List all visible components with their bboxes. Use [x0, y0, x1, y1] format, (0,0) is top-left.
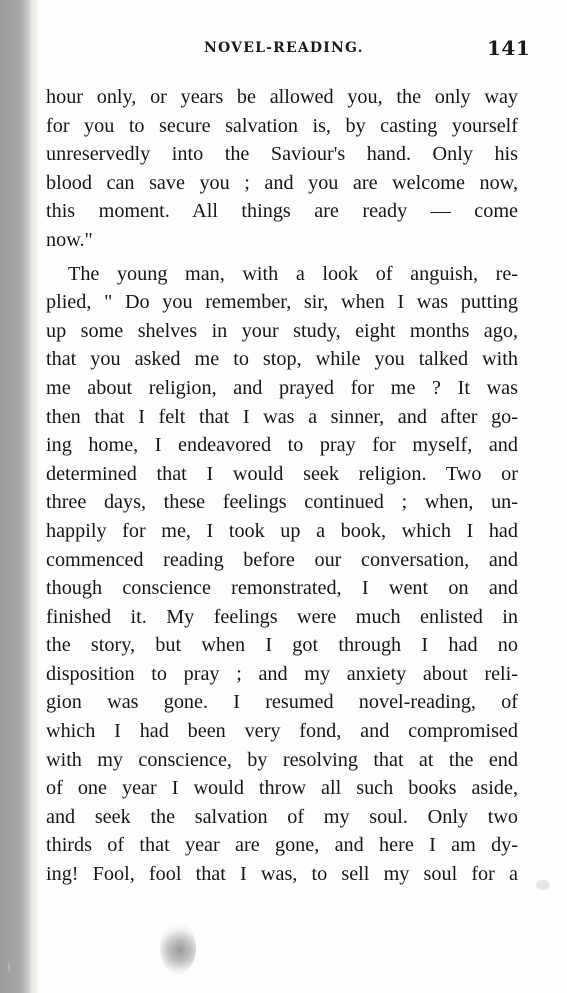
- gutter-shadow: [33, 0, 39, 993]
- text-line: ing home, I endeavored to pray for myself, and: [46, 434, 518, 457]
- text-line: then that I felt that I was a sinner, and after go-: [46, 405, 518, 428]
- text-line: finished it. My feelings were much enlisted in: [46, 605, 518, 628]
- text-line: gion was gone. I resumed novel-reading, of: [46, 691, 518, 714]
- text-line: the story, but when I got through I had no: [46, 634, 518, 657]
- text-line: for you to secure salvation is, by casting yourself: [46, 114, 518, 137]
- text-line: with my conscience, by resolving that at the end: [46, 748, 518, 771]
- text-line: this moment. All things are ready — come: [46, 200, 518, 223]
- page-number: 141: [487, 36, 531, 60]
- text-line: though conscience remonstrated, I went on and: [46, 577, 518, 600]
- text-line: blood can save you ; and you are welcome now,: [46, 171, 518, 194]
- text-line: unreservedly into the Saviour's hand. Only his: [46, 143, 518, 166]
- text-line: The young man, with a look of anguish, re-: [68, 262, 518, 285]
- text-line: ing! Fool, fool that I was, to sell my soul for a: [46, 863, 518, 886]
- text-line: which I had been very fond, and compromised: [46, 720, 518, 743]
- ink-smudge: [160, 922, 196, 974]
- running-title: NOVEL-READING.: [204, 40, 364, 56]
- text-line: hour only, or years be allowed you, the only way: [46, 86, 518, 108]
- text-line: determined that I would seek religion. Two or: [46, 462, 518, 485]
- running-head: [0, 34, 567, 64]
- text-line: of one year I would throw all such books aside,: [46, 777, 518, 800]
- binding-gutter: [0, 0, 33, 993]
- text-line: plied, " Do you remember, sir, when I was putting: [46, 291, 518, 314]
- text-line: disposition to pray ; and my anxiety about reli-: [46, 662, 518, 685]
- text-line: me about religion, and prayed for me ? It was: [46, 376, 518, 399]
- text-line: and seek the salvation of my soul. Only two: [46, 805, 518, 828]
- text-line: thirds of that year are gone, and here I am dy-: [46, 834, 518, 857]
- text-line: that you asked me to stop, while you talked with: [46, 348, 518, 371]
- paper-speck: [8, 962, 10, 972]
- body-text: [46, 83, 518, 889]
- text-line: happily for me, I took up a book, which I had: [46, 519, 518, 542]
- paper-speck: [536, 880, 550, 890]
- text-line: three days, these feelings continued ; when, un-: [46, 491, 518, 514]
- text-line: commenced reading before our conversation, and: [46, 548, 518, 571]
- text-line: up some shelves in your study, eight months ago,: [46, 319, 518, 342]
- text-line: now.": [46, 228, 93, 251]
